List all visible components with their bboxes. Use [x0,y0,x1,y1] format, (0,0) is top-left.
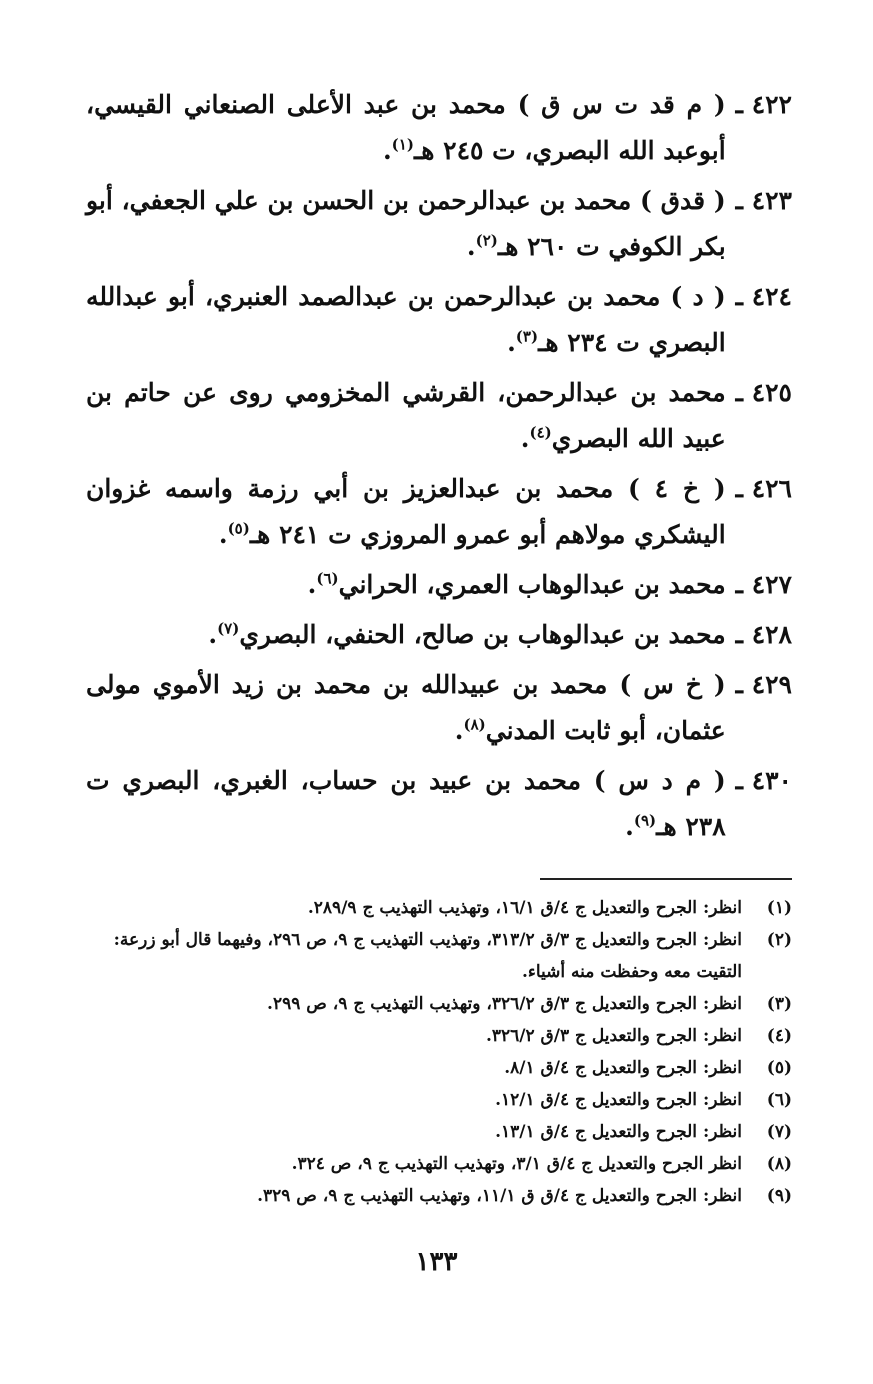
footnote-text: انظر: الجرح والتعديل ج ٤/ق ١٣/١. [495,1122,742,1142]
entry-text: ( خ ٤ ) محمد بن عبدالعزيز بن أبي رزمة واسمه غزوان اليشكري مولاهم أبو عمرو المروزي ت ٢٤١ هـ$^{(٥)}$. [86,474,726,549]
entry-422 [86,82,792,174]
entry-number: ٤٢٨ ـ [735,620,792,649]
footnotes-list [86,892,792,1212]
entry-number: ٤٢٥ ـ [735,378,792,407]
entry-428 [86,612,792,658]
footnote-5 [86,1052,792,1084]
footnote-text: انظر: الجرح والتعديل ج ٤/ق ١٢/١. [495,1090,742,1110]
footnote-number: (٢) [766,930,792,950]
entry-text: ( قدق ) محمد بن عبدالرحمن بن الحسن بن علي الجعفي، أبو بكر الكوفي ت ٢٦٠ هـ$^{(٢)}$. [86,186,726,261]
footnote-text: انظر: الجرح والتعديل ج ٤/ق ٨/١. [504,1058,742,1078]
footnote-ref: (٩) [633,811,657,830]
footnote-number: (٩) [766,1186,792,1206]
footnote-number: (٦) [766,1090,792,1110]
footnote-number: (٧) [766,1122,792,1142]
footnote-divider [540,878,792,880]
footnote-text: انظر: الجرح والتعديل ج ٤/ق ق ١١/١، وتهذيب التهذيب ج ٩، ص ٣٢٩. [257,1186,742,1206]
entry-text: محمد بن عبدالرحمن، القرشي المخزومي روى عن حاتم بن عبيد الله البصري$^{(٤)}$. [86,378,726,453]
footnote-7 [86,1116,792,1148]
footnote-6 [86,1084,792,1116]
entry-423 [86,178,792,270]
footnote-ref: (٣) [515,327,539,346]
footnote-number: (٤) [766,1026,792,1046]
entry-427 [86,562,792,608]
footnote-ref: (٨) [463,715,486,734]
footnote-1 [86,892,792,924]
entry-426 [86,466,792,558]
entry-number: ٤٢٦ ـ [735,474,792,503]
footnote-text: انظر: الجرح والتعديل ج ٤/ق ١٦/١، وتهذيب التهذيب ج ٢٨٩/٩. [307,898,742,918]
entry-number: ٤٢٤ ـ [735,282,792,311]
footnote-text: انظر: الجرح والتعديل ج ٣/ق ٣٢٦/٢، وتهذيب التهذيب ج ٩، ص ٢٩٩. [267,994,742,1014]
footnote-number: (١) [766,898,792,918]
footnote-text: انظر: الجرح والتعديل ج ٣/ق ٣١٣/٢، وتهذيب التهذيب ج ٩، ص ٢٩٦، وفيهما قال أبو زرعة: التقيت معه وحفظت منه أشياء. [113,930,742,982]
entry-number: ٤٢٩ ـ [735,670,792,699]
footnote-2 [86,924,792,988]
footnote-8 [86,1148,792,1180]
entry-text: ( م قد ت س ق ) محمد بن عبد الأعلى الصنعاني القيسي، أبوعبد الله البصري، ت ٢٤٥ هـ$^{(١)}$. [86,90,726,165]
footnote-3 [86,988,792,1020]
footnote-number: (٨) [766,1154,792,1174]
footnote-9 [86,1180,792,1212]
entry-425 [86,370,792,462]
footnote-ref: (٤) [529,423,552,442]
entries-list [86,82,792,854]
entry-430 [86,758,792,850]
footnote-ref: (٧) [217,619,240,638]
footnote-ref: (٢) [475,231,498,250]
entry-text: محمد بن عبدالوهاب بن صالح، الحنفي، البصري$^{(٧)}$. [208,619,726,649]
page-number: ١٣٣ [415,1247,458,1277]
footnote-text: انظر: الجرح والتعديل ج ٣/ق ٣٢٦/٢. [485,1026,742,1046]
entry-number: ٤٢٢ ـ [735,90,792,119]
entry-number: ٤٢٣ ـ [735,186,792,215]
footnote-text: انظر الجرح والتعديل ج ٤/ق ٣/١، وتهذيب التهذيب ج ٩، ص ٣٢٤. [291,1154,742,1174]
footnote-ref: (٥) [227,519,250,538]
footnote-ref: (١) [391,135,414,154]
entry-text: ( د ) محمد بن عبدالرحمن بن عبدالصمد العنبري، أبو عبدالله البصري ت ٢٣٤ هـ$^{(٣)}$. [86,282,726,357]
footnote-ref: (٦) [316,569,339,588]
entry-number: ٤٣٠ ـ [735,766,792,795]
entry-number: ٤٢٧ ـ [735,570,792,599]
entry-text: ( خ س ) محمد بن عبيدالله بن محمد بن زيد الأموي مولى عثمان، أبو ثابت المدني$^{(٨)}$. [86,670,726,745]
entry-text: محمد بن عبدالوهاب العمري، الحراني$^{(٦)}$. [307,569,726,599]
entry-429 [86,662,792,754]
footnote-number: (٥) [766,1058,792,1078]
footnote-4 [86,1020,792,1052]
footnote-number: (٣) [766,994,792,1014]
entry-424 [86,274,792,366]
entry-text: ( م د س ) محمد بن عبيد بن حساب، الغبري، البصري ت ٢٣٨ هـ$^{(٩)}$. [86,766,726,841]
